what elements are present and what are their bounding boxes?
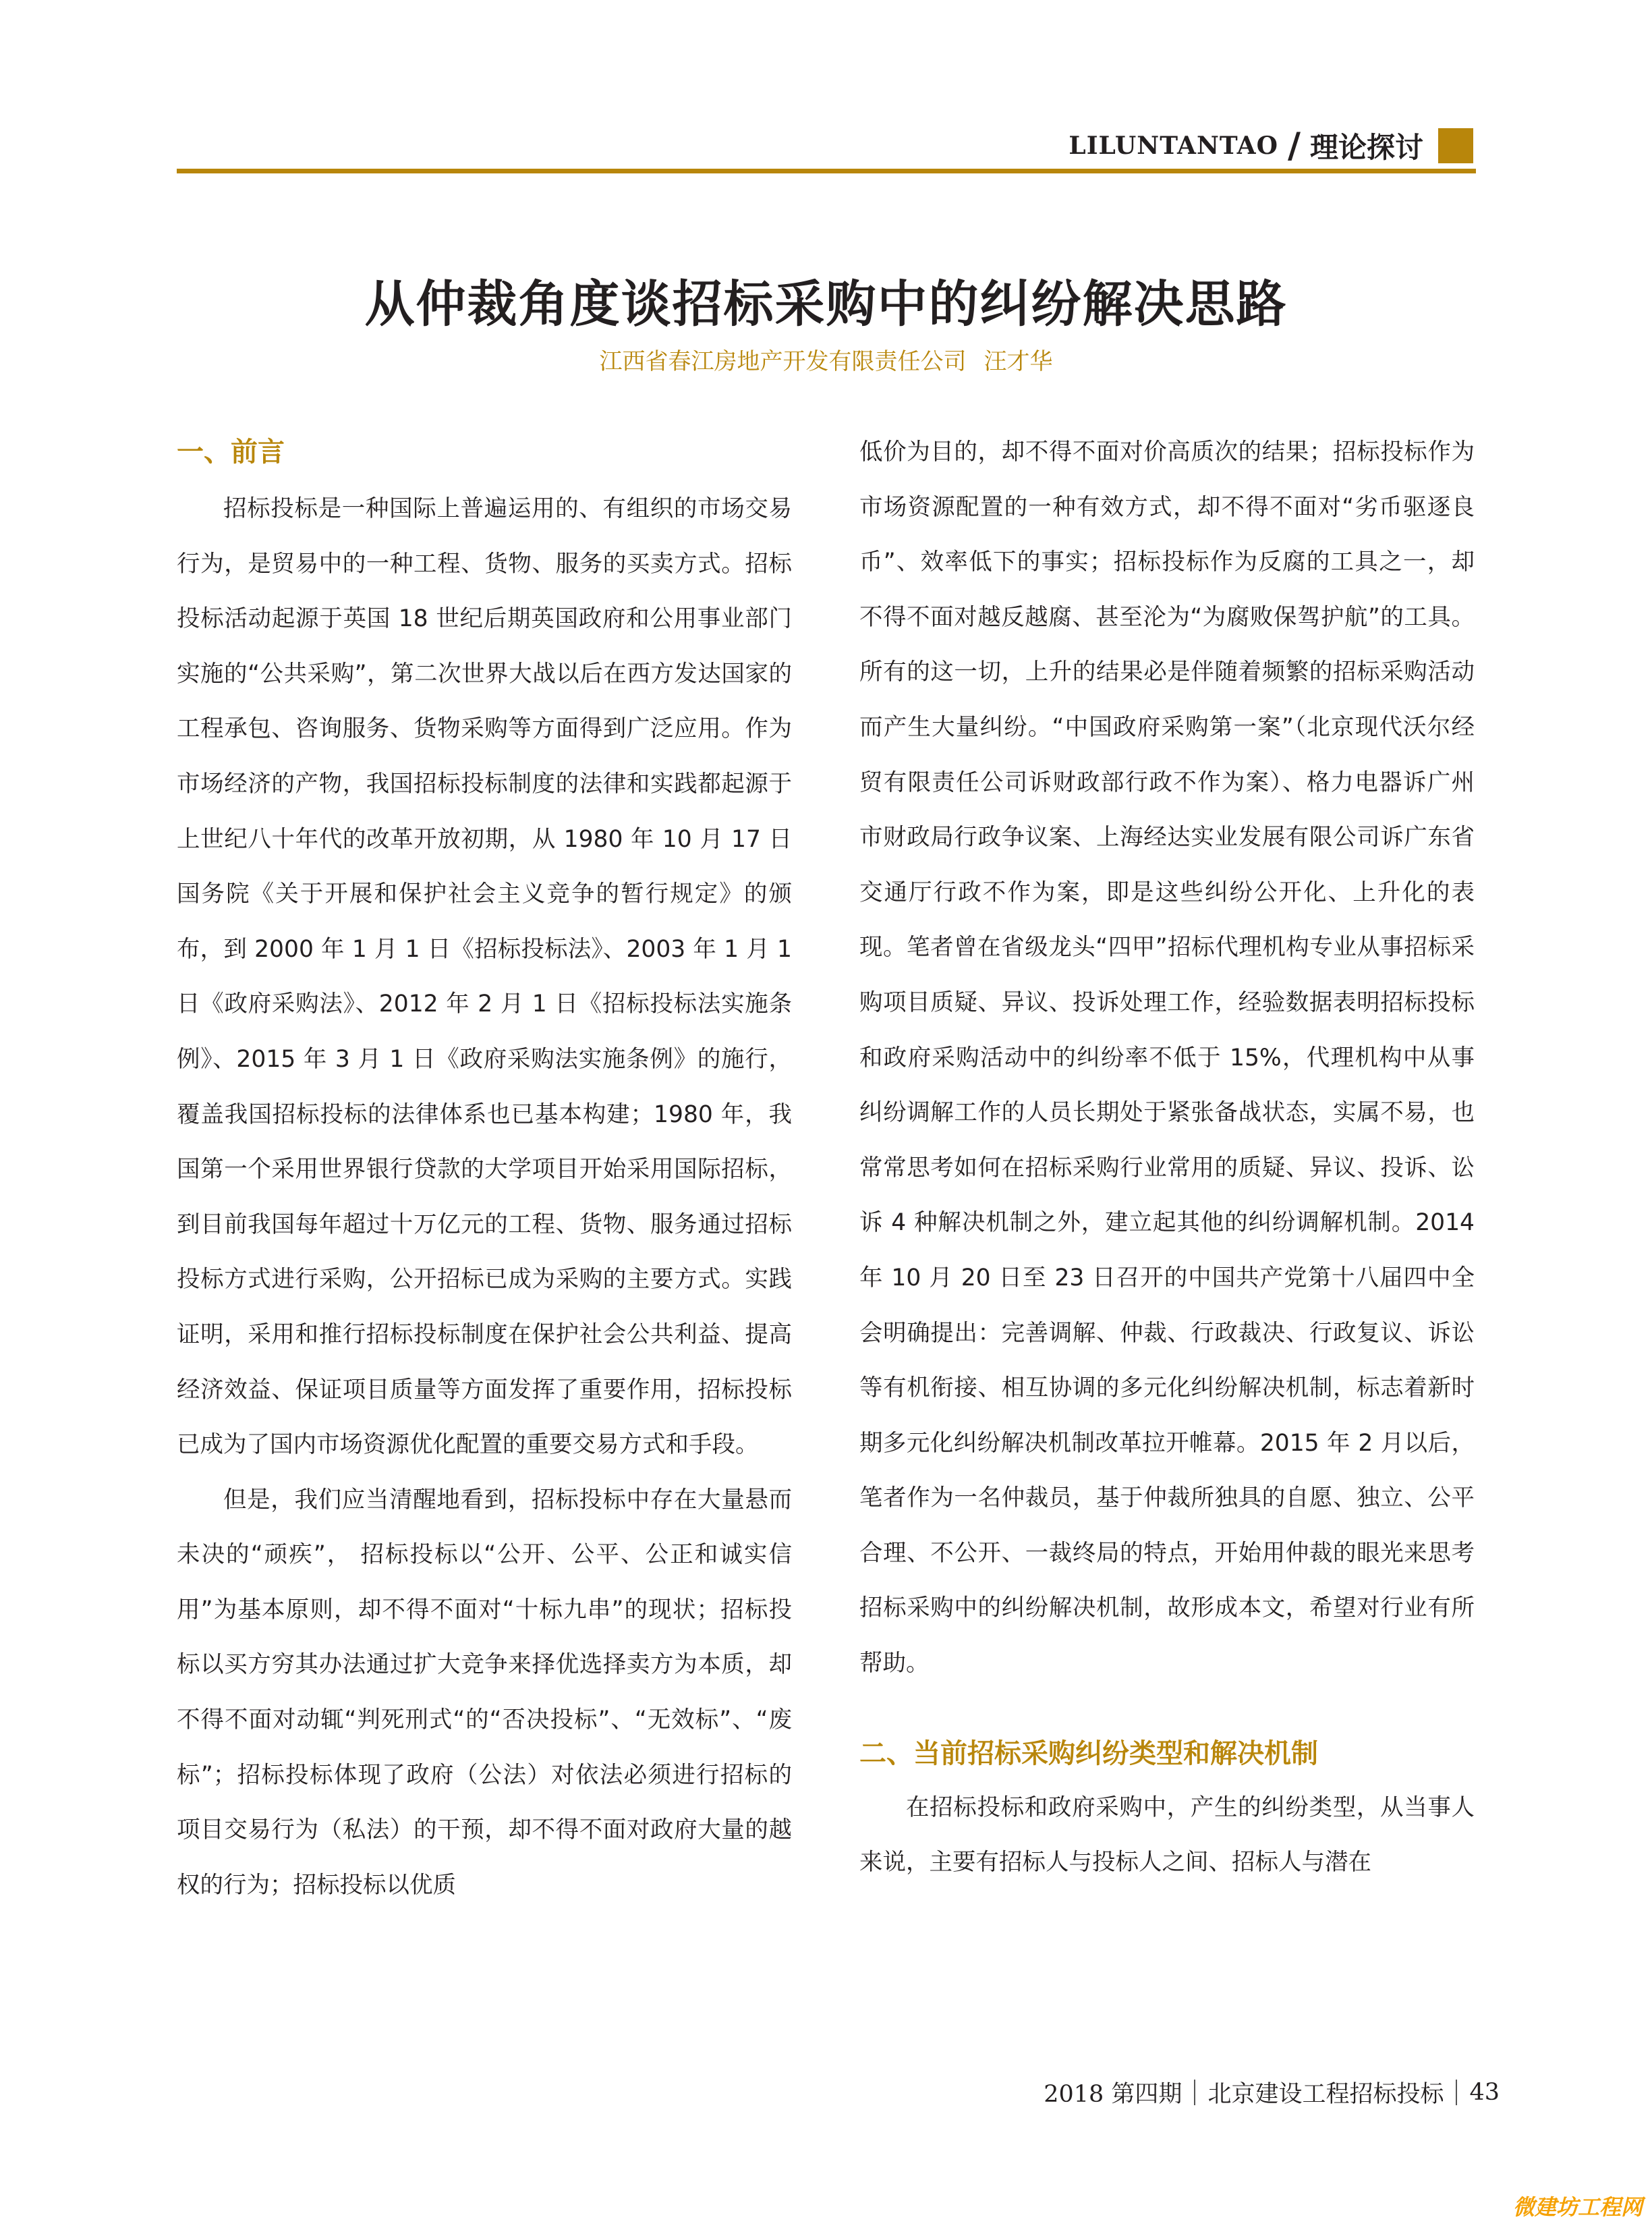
page-number: 43 [1469, 2079, 1500, 2106]
author-name: 汪才华 [984, 348, 1053, 375]
watermark: 微建坊工程网 [1512, 2194, 1643, 2220]
header-slash: / [1287, 126, 1301, 166]
footer-divider [1456, 2080, 1457, 2105]
author-line [0, 343, 1652, 376]
article-title: 从仲裁角度谈招标采购中的纠纷解决思路 [364, 275, 1288, 333]
header-rule [177, 169, 1476, 173]
running-header [1069, 126, 1473, 166]
paragraph-intro-2-start: 但是，我们应当清醒地看到，招标投标中存在大量悬而未决的“顽疾”， 招标投标以“公开、公平、公正和诚实信用”为基本原则，却不得不面对“十标九串”的现状；招标投标以买方穷其办法通过扩大竞争来择优选择卖方为本质，却不得不面对动辄“判死刑式“的“否决投标”、“无效标”、“废标”；招标投标体现了政府（公法）对依法必须进行招标的项目交易行为（私法）的干预，却不得不面对政府大量的越权的行为；招标投标以优质 [177, 1486, 792, 1899]
section-heading-disputes: 二、当前招标采购纠纷类型和解决机制 [859, 1737, 1318, 1769]
page-footer [1044, 2076, 1500, 2109]
paragraph-intro-1: 招标投标是一种国际上普遍运用的、有组织的市场交易行为，是贸易中的一种工程、货物、服务的买卖方式。招标投标活动起源于英国 18 世纪后期英国政府和公用事业部门实施的“公共采购”，第二次世界大战以后在西方发达国家的工程承包、咨询服务、货物采购等方面得到广泛应用。作为市场经济的产物，我国招标投标制度的法律和实践都起源于上世纪八十年代的改革开放初期，从 1980 年 10 月 17 日国务院《关于开展和保护社会主义竞争的暂行规定》的颁布，到 2000 年 1 月 1 日《招标投标法》、2003 年 1 月 1 日《政府采购法》、2012 年 2 月 1 日《招标投标法实施条例》、2015 年 3 月 1 日《政府采购法实施条例》的施行，覆盖我国招标投标的法律体系也已基本构建；1980 年，我国第一个采用世界银行贷款的大学项目开始采用国际招标，到目前我国每年超过十万亿元的工程、货物、服务通过招标投标方式进行采购，公开招标已成为采购的主要方式。实践证明，采用和推行招标投标制度在保护社会公共利益、提高经济效益、保证项目质量等方面发挥了重要作用，招标投标已成为了国内市场资源优化配置的重要交易方式和手段。 [177, 495, 792, 1459]
section-code: LILUNTANTAO [1069, 132, 1278, 160]
right-column [859, 425, 1475, 1891]
paragraph-disputes-1: 在招标投标和政府采购中，产生的纠纷类型，从当事人来说，主要有招标人与投标人之间、招标人与潜在 [859, 1793, 1475, 1876]
paragraph-intro-2-cont: 低价为目的，却不得不面对价高质次的结果；招标投标作为市场资源配置的一种有效方式，却不得不面对“劣币驱逐良币”、效率低下的事实；招标投标作为反腐的工具之一，却不得不面对越反越腐、甚至沦为“为腐败保驾护航”的工具。所有的这一切，上升的结果必是伴随着频繁的招标采购活动而产生大量纠纷。“中国政府采购第一案”（北京现代沃尔经贸有限责任公司诉财政部行政不作为案）、格力电器诉广州市财政局行政争议案、上海经达实业发展有限公司诉广东省交通厅行政不作为案，即是这些纠纷公开化、上升化的表现。笔者曾在省级龙头“四甲”招标代理机构专业从事招标采购项目质疑、异议、投诉处理工作，经验数据表明招标投标和政府采购活动中的纠纷率不低于 15%，代理机构中从事纠纷调解工作的人员长期处于紧张备战状态，实属不易，也常常思考如何在招标采购行业常用的质疑、异议、投诉、讼诉 4 种解决机制之外，建立起其他的纠纷调解机制。2014 年 10 月 20 日至 23 日召开的中国共产党第十八届四中全会明确提出：完善调解、仲裁、行政裁决、行政复议、诉讼等有机衔接、相互协调的多元化纠纷解决机制，标志着新时期多元化纠纷解决机制改革拉开帷幕。2015 年 2 月以后，笔者作为一名仲裁员，基于仲裁所独具的自愿、独立、公平合理、不公开、一裁终局的特点，开始用仲裁的眼光来思考招标采购中的纠纷解决机制，故形成本文，希望对行业有所帮助。 [859, 439, 1475, 1677]
section-name: 理论探讨 [1309, 131, 1423, 164]
author-org: 江西省春江房地产开发有限责任公司 [599, 348, 967, 375]
footer-divider [1194, 2080, 1195, 2105]
section-heading-intro: 一、前言 [177, 437, 285, 468]
header-square-icon [1438, 128, 1473, 163]
left-column [177, 432, 792, 1913]
footer-issue: 2018 第四期 [1044, 2081, 1183, 2108]
footer-journal: 北京建设工程招标投标 [1207, 2081, 1444, 2108]
